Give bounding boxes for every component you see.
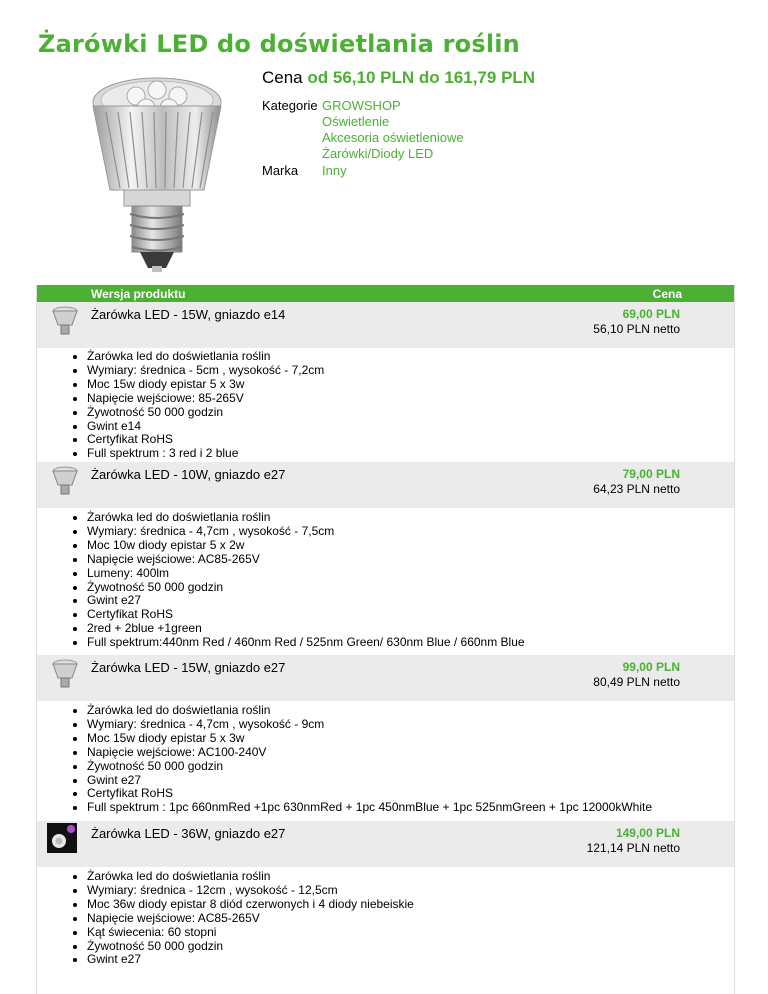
- variant-price-net: 56,10 PLN netto: [593, 322, 680, 336]
- feature-item: • Moc 15w diody epistar 5 x 3w: [87, 732, 734, 746]
- variant-row: [37, 821, 734, 867]
- brand-label: Marka: [262, 163, 299, 178]
- feature-item: • Wymiary: średnica - 4,7cm , wysokość - 7,5cm: [87, 525, 734, 539]
- feature-item: • Żywotność 50 000 godzin: [87, 940, 734, 954]
- category-link-akcesoria[interactable]: Akcesoria oświetleniowe: [322, 130, 464, 145]
- categories-row: [262, 98, 464, 162]
- variant-name: Żarówka LED - 15W, gniazdo e27: [91, 660, 286, 675]
- feature-item: • Napięcie wejściowe: AC100-240V: [87, 746, 734, 760]
- feature-item: • 2red + 2blue +1green: [87, 622, 734, 636]
- categories-label: Kategorie: [262, 98, 318, 113]
- variant-name: Żarówka LED - 10W, gniazdo e27: [91, 467, 286, 482]
- feature-item: • Napięcie wejściowe: AC85-265V: [87, 553, 734, 567]
- variant-price-gross: 69,00 PLN: [622, 307, 680, 321]
- category-link-oswietlenie[interactable]: Oświetlenie: [322, 114, 390, 129]
- bulb-thumbnail-dark-icon: [47, 823, 77, 853]
- feature-item: • Full spektrum : 3 red i 2 blue: [87, 447, 734, 461]
- feature-item: • Gwint e14: [87, 420, 734, 434]
- variant-price: [593, 307, 680, 337]
- variant-price-net: 80,49 PLN netto: [593, 675, 680, 689]
- price-range-label: Cena: [262, 68, 303, 87]
- feature-item: • Żarówka led do doświetlania roślin: [87, 704, 734, 718]
- feature-item: • Gwint e27: [87, 953, 734, 967]
- variant-row: [37, 462, 734, 508]
- feature-item: • Certyfikat RoHS: [87, 608, 734, 622]
- variant-price-gross: 99,00 PLN: [622, 660, 680, 674]
- variant-description: [37, 348, 734, 462]
- variant-price-net: 121,14 PLN netto: [586, 841, 680, 855]
- bulb-thumbnail-icon: [51, 466, 79, 496]
- category-link-growshop[interactable]: GROWSHOP: [322, 98, 401, 113]
- feature-item: • Żywotność 50 000 godzin: [87, 581, 734, 595]
- category-link-zarowki[interactable]: Żarówki/Diody LED: [322, 146, 434, 161]
- price-range: [262, 68, 535, 88]
- feature-item: • Kąt świecenia: 60 stopni: [87, 926, 734, 940]
- variant-description: [37, 508, 734, 655]
- feature-item: • Gwint e27: [87, 774, 734, 788]
- brand-link[interactable]: Inny: [322, 163, 347, 178]
- feature-item: • Żywotność 50 000 godzin: [87, 406, 734, 420]
- feature-item: • Żarówka led do doświetlania roślin: [87, 350, 734, 364]
- variant-price-gross: 79,00 PLN: [622, 467, 680, 481]
- feature-item: • Żarówka led do doświetlania roślin: [87, 511, 734, 525]
- product-image: [76, 72, 238, 274]
- feature-item: • Wymiary: średnica - 4,7cm , wysokość - 9cm: [87, 718, 734, 732]
- variant-description: [37, 701, 734, 821]
- feature-item: • Moc 10w diody epistar 5 x 2w: [87, 539, 734, 553]
- table-header: [37, 285, 734, 302]
- variant-price: [587, 826, 680, 856]
- price-range-value: od 56,10 PLN do 161,79 PLN: [307, 68, 536, 87]
- variant-row: [37, 655, 734, 701]
- brand-row: [262, 163, 347, 179]
- feature-item: • Moc 36w diody epistar 8 diód czerwonych i 4 diody niebeiskie: [87, 898, 734, 912]
- feature-item: • Full spektrum:440nm Red / 460nm Red / 525nm Green/ 630nm Blue / 660nm Blue: [87, 636, 734, 650]
- variants-table: [36, 285, 735, 994]
- bulb-thumbnail-icon: [51, 659, 79, 689]
- feature-item: • Napięcie wejściowe: AC85-265V: [87, 912, 734, 926]
- feature-item: • Wymiary: średnica - 12cm , wysokość - 12,5cm: [87, 884, 734, 898]
- feature-item: • Lumeny: 400lm: [87, 567, 734, 581]
- feature-item: • Gwint e27: [87, 594, 734, 608]
- variant-price: [593, 467, 680, 497]
- variant-price-gross: 149,00 PLN: [615, 826, 680, 840]
- variant-price: [593, 660, 680, 690]
- variant-price-net: 64,23 PLN netto: [593, 482, 680, 496]
- bulb-thumbnail-icon: [51, 306, 79, 336]
- column-header-version: Wersja produktu: [91, 287, 186, 301]
- feature-item: • Certyfikat RoHS: [87, 433, 734, 447]
- variant-name: Żarówka LED - 15W, gniazdo e14: [91, 307, 286, 322]
- variant-row: [37, 302, 734, 348]
- feature-item: • Żarówka led do doświetlania roślin: [87, 870, 734, 884]
- feature-item: • Certyfikat RoHS: [87, 787, 734, 801]
- column-header-price: Cena: [652, 287, 682, 301]
- feature-item: • Żywotność 50 000 godzin: [87, 760, 734, 774]
- page-title: Żarówki LED do doświetlania roślin: [38, 30, 520, 58]
- feature-item: • Wymiary: średnica - 5cm , wysokość - 7,2cm: [87, 364, 734, 378]
- variant-description: [37, 867, 734, 990]
- variant-name: Żarówka LED - 36W, gniazdo e27: [91, 826, 286, 841]
- feature-item: • Full spektrum : 1pc 660nmRed +1pc 630nmRed + 1pc 450nmBlue + 1pc 525nmGreen + 1pc 12000kWhite: [87, 801, 734, 815]
- feature-item: • Moc 15w diody epistar 5 x 3w: [87, 378, 734, 392]
- feature-item: • Napięcie wejściowe: 85-265V: [87, 392, 734, 406]
